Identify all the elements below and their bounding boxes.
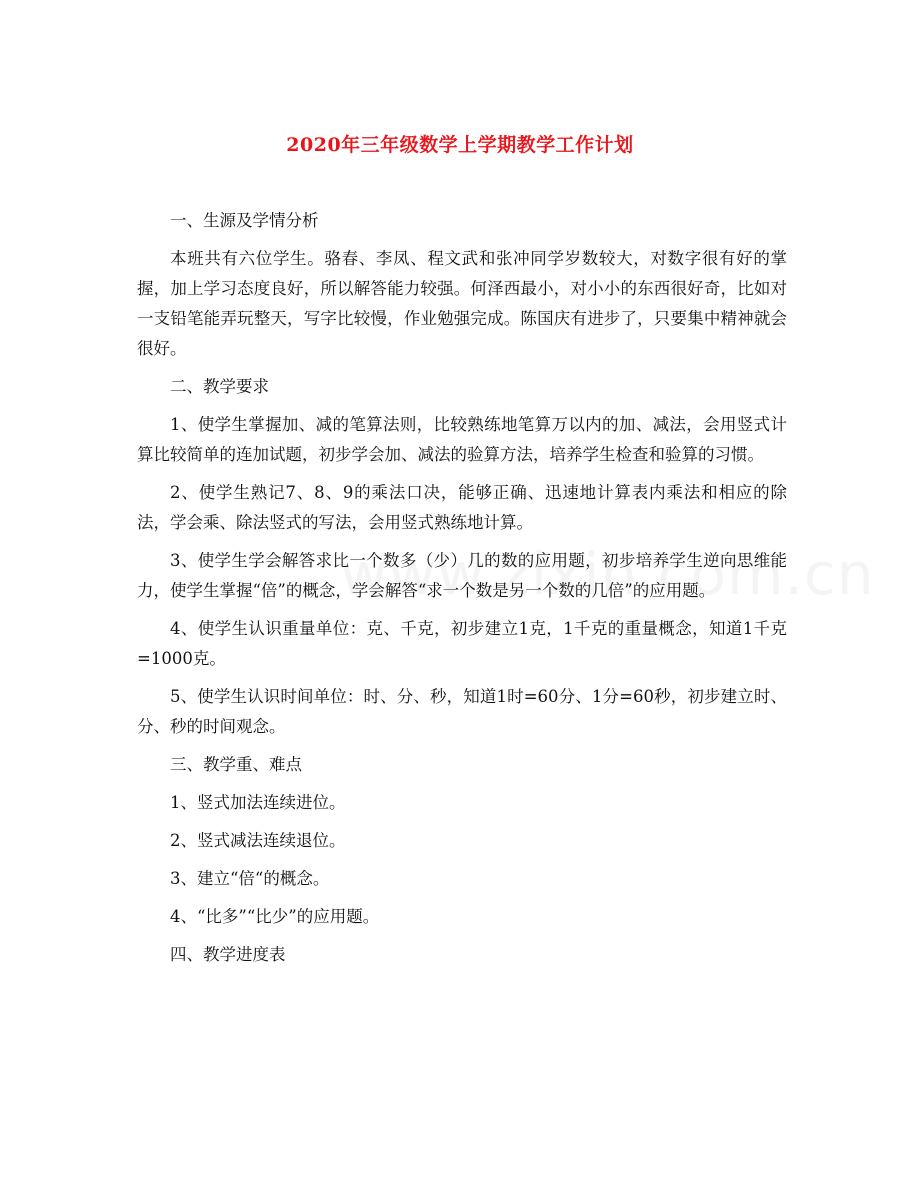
- requirement-item-3: 3、使学生学会解答求比一个数多（少）几的数的应用题，初步培养学生逆向思维能力，使学生掌握“倍”的概念，学会解答“求一个数是另一个数的几倍”的应用题。: [137, 551, 787, 600]
- section-heading-3: 三、教学重、难点: [170, 755, 302, 774]
- key-point-item-2: 2、竖式减法连续退位。: [170, 831, 346, 850]
- requirement-item-1: 1、使学生掌握加、减的笔算法则，比较熟练地笔算万以内的加、减法，会用竖式计算比较简单的连加试题，初步学会加、减法的验算方法，培养学生检查和验算的习惯。: [137, 415, 787, 464]
- section-heading-1: 一、生源及学情分析: [170, 211, 319, 230]
- key-point-item-1: 1、竖式加法连续进位。: [170, 793, 346, 812]
- section-heading-2: 二、教学要求: [170, 377, 269, 396]
- requirement-item-4: 4、使学生认识重量单位：克、千克，初步建立1克，1千克的重量概念，知道1千克=1000克。: [137, 619, 787, 668]
- key-point-item-3: 3、建立“倍“的概念。: [170, 869, 330, 888]
- requirement-item-5: 5、使学生认识时间单位：时、分、秒，知道1时=60分、1分=60秒，初步建立时、分、秒的时间观念。: [137, 687, 787, 736]
- section-heading-4: 四、教学进度表: [170, 945, 286, 964]
- paragraph-student-analysis: 本班共有六位学生。骆春、李凤、程文武和张冲同学岁数较大，对数字很有好的掌握，加上学习态度良好，所以解答能力较强。何泽西最小，对小小的东西很好奇，比如对一支铅笔能弄玩整天，写字比较慢，作业勉强完成。陈国庆有进步了，只要集中精神就会很好。: [137, 249, 787, 358]
- document-title: 2020年三年级数学上学期教学工作计划: [286, 134, 634, 156]
- requirement-item-2: 2、使学生熟记7、8、9的乘法口决，能够正确、迅速地计算表内乘法和相应的除法，学会乘、除法竖式的写法，会用竖式熟练地计算。: [137, 483, 787, 532]
- key-point-item-4: 4、“比多”“比少”的应用题。: [170, 907, 380, 926]
- document-body: [137, 206, 787, 978]
